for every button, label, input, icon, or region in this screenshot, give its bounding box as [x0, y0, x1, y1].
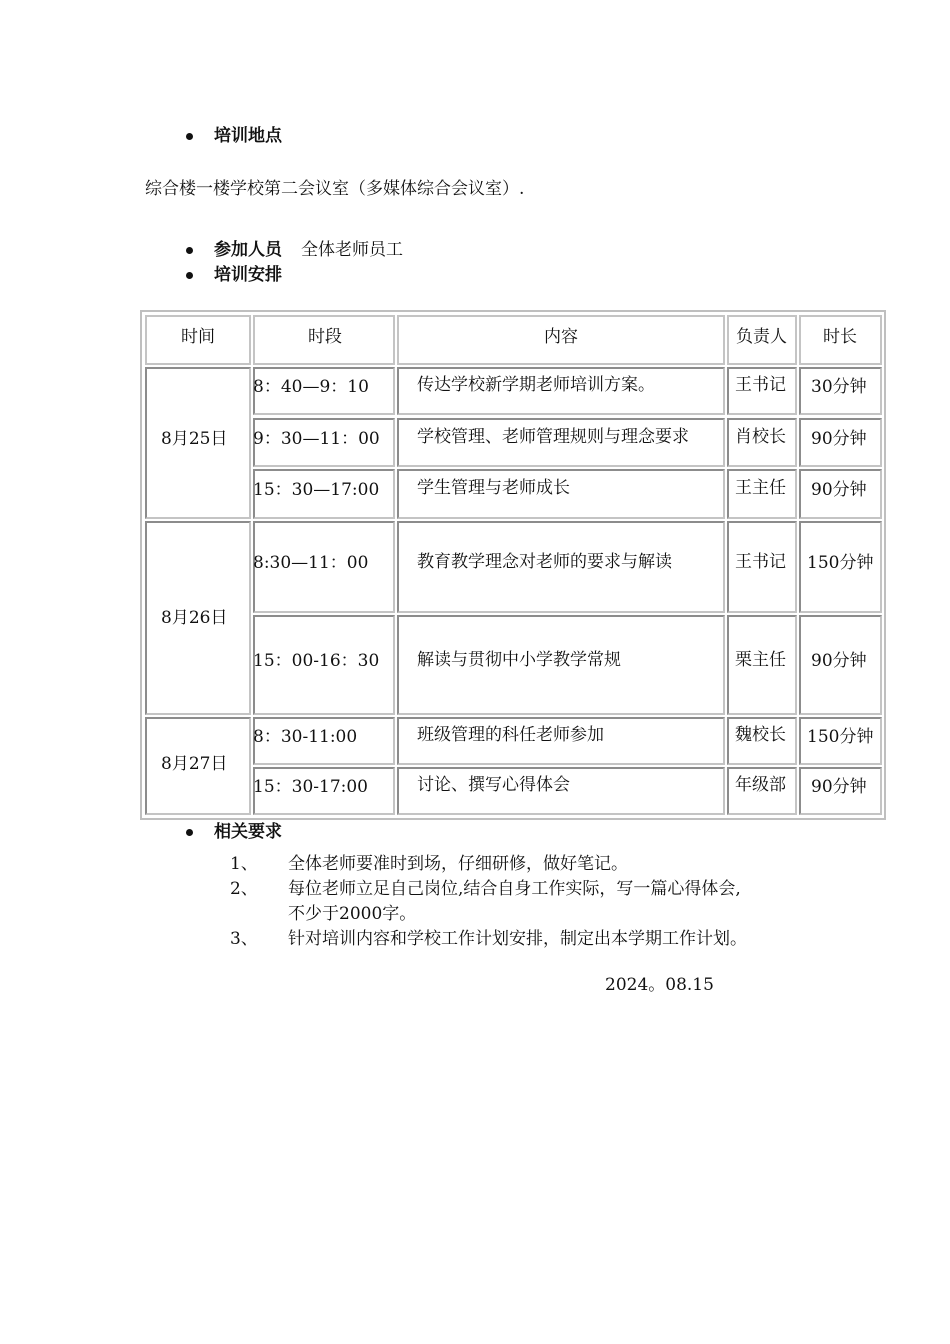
- session-duration: 150分钟: [807, 553, 874, 573]
- owner-cell: [727, 717, 797, 765]
- owner-cell: [727, 367, 797, 415]
- date-cell: [145, 717, 251, 815]
- session-owner: 王主任: [735, 478, 786, 498]
- requirement-text: 针对培训内容和学校工作计划安排，制定出本学期工作计划。: [288, 929, 747, 949]
- date-cell: [145, 521, 251, 715]
- date-cell: [145, 367, 251, 519]
- bullet-dot: [186, 829, 193, 836]
- session-duration: 150分钟: [807, 727, 874, 747]
- schedule-heading: 培训安排: [214, 265, 282, 285]
- session-duration: 90分钟: [811, 651, 867, 671]
- time-cell: [253, 717, 395, 765]
- duration-cell: [799, 469, 882, 519]
- session-content: 班级管理的科任老师参加: [417, 725, 604, 745]
- header-content: 内容: [544, 327, 578, 347]
- session-content: 传达学校新学期老师培训方案。: [417, 375, 655, 395]
- duration-cell: [799, 767, 882, 815]
- owner-cell: [727, 615, 797, 715]
- session-content: 讨论、撰写心得体会: [417, 775, 570, 795]
- header-cell: [145, 315, 251, 365]
- location-text: 综合楼一楼学校第二会议室（多媒体综合会议室）.: [145, 179, 525, 199]
- session-content: 教育教学理念对老师的要求与解读: [417, 552, 672, 572]
- bullet-dot: [186, 247, 193, 254]
- header-duration: 时长: [823, 327, 857, 347]
- content-cell: [397, 367, 725, 415]
- duration-cell: [799, 717, 882, 765]
- session-time: 15：30-17:00: [253, 777, 368, 797]
- time-cell: [253, 418, 395, 467]
- duration-cell: [799, 521, 882, 613]
- content-cell: [397, 521, 725, 613]
- time-cell: [253, 615, 395, 715]
- session-time: 9：30—11：00: [253, 429, 380, 449]
- duration-cell: [799, 367, 882, 415]
- day-date: 8月27日: [161, 754, 228, 774]
- owner-cell: [727, 418, 797, 467]
- duration-cell: [799, 418, 882, 467]
- session-time: 8:30—11：00: [253, 553, 369, 573]
- session-owner: 魏校长: [735, 725, 786, 745]
- requirement-number: 2、: [230, 879, 258, 899]
- owner-cell: [727, 767, 797, 815]
- day-date: 8月26日: [161, 608, 228, 628]
- duration-cell: [799, 615, 882, 715]
- content-cell: [397, 717, 725, 765]
- session-owner: 栗主任: [735, 650, 786, 670]
- requirement-text: 每位老师立足自己岗位,结合自身工作实际，写一篇心得体会,: [288, 879, 741, 899]
- session-time: 8：30-11:00: [253, 727, 358, 747]
- session-time: 8：40—9：10: [253, 377, 369, 397]
- session-time: 15：00-16：30: [253, 651, 380, 671]
- participants-value: 全体老师员工: [301, 240, 403, 260]
- content-cell: [397, 767, 725, 815]
- participants-label: 参加人员: [214, 240, 282, 260]
- session-owner: 年级部: [735, 775, 786, 795]
- session-content: 学生管理与老师成长: [417, 478, 570, 498]
- owner-cell: [727, 469, 797, 519]
- session-time: 15：30—17:00: [253, 480, 380, 500]
- time-cell: [253, 521, 395, 613]
- session-owner: 肖校长: [735, 427, 786, 447]
- header-slot: 时段: [308, 327, 342, 347]
- content-cell: [397, 615, 725, 715]
- session-duration: 90分钟: [811, 777, 867, 797]
- requirement-number: 1、: [230, 854, 258, 874]
- content-cell: [397, 418, 725, 467]
- header-cell: [799, 315, 882, 365]
- session-duration: 90分钟: [811, 429, 867, 449]
- header-owner: 负责人: [736, 327, 787, 347]
- header-time: 时间: [181, 327, 215, 347]
- session-duration: 30分钟: [811, 377, 867, 397]
- requirement-number: 3、: [230, 929, 258, 949]
- session-owner: 王书记: [735, 552, 786, 572]
- document-date: 2024。08.15: [605, 975, 714, 995]
- day-date: 8月25日: [161, 429, 228, 449]
- session-owner: 王书记: [735, 375, 786, 395]
- requirements-heading: 相关要求: [214, 822, 282, 842]
- owner-cell: [727, 521, 797, 613]
- requirement-text-cont: 不少于2000字。: [288, 904, 417, 924]
- schedule-table: [140, 310, 886, 820]
- header-cell: [397, 315, 725, 365]
- time-cell: [253, 767, 395, 815]
- bullet-dot: [186, 272, 193, 279]
- time-cell: [253, 367, 395, 415]
- location-heading: 培训地点: [214, 126, 282, 146]
- session-content: 解读与贯彻中小学教学常规: [417, 650, 621, 670]
- header-cell: [253, 315, 395, 365]
- bullet-dot: [186, 133, 193, 140]
- header-cell: [727, 315, 797, 365]
- requirement-text: 全体老师要准时到场，仔细研修，做好笔记。: [288, 854, 628, 874]
- session-duration: 90分钟: [811, 480, 867, 500]
- content-cell: [397, 469, 725, 519]
- session-content: 学校管理、老师管理规则与理念要求: [417, 427, 689, 447]
- time-cell: [253, 469, 395, 519]
